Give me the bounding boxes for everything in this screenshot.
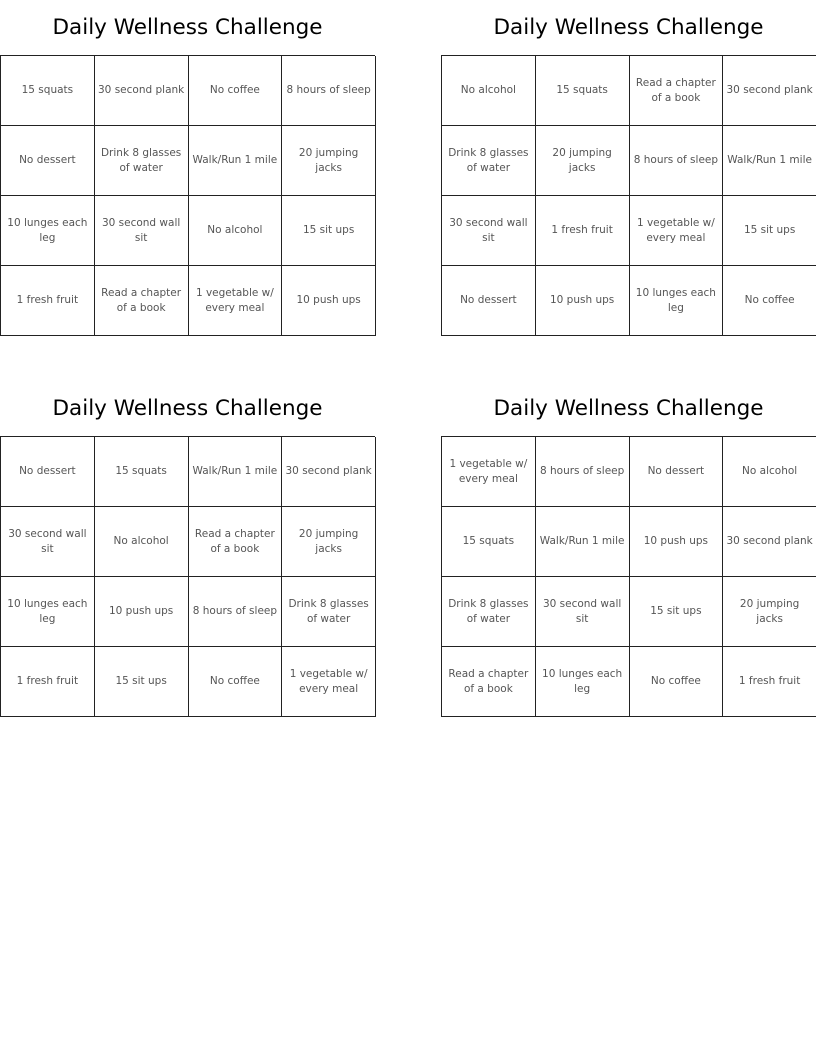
bingo-cell: 30 second plank (95, 56, 189, 126)
bingo-card-4 (441, 381, 816, 717)
bingo-cell: Read a chapter of a book (189, 507, 283, 577)
bingo-cell: Walk/Run 1 mile (536, 507, 630, 577)
bingo-cell: 10 push ups (536, 266, 630, 336)
bingo-card-3 (0, 381, 375, 717)
bingo-cell: Read a chapter of a book (630, 56, 724, 126)
bingo-card-2 (441, 0, 816, 336)
bingo-cell: 30 second wall sit (1, 507, 95, 577)
bingo-cell: 10 lunges each leg (1, 196, 95, 266)
bingo-cell: 30 second plank (723, 56, 816, 126)
bingo-cell: No coffee (189, 56, 283, 126)
bingo-cell: 1 vegetable w/ every meal (442, 437, 536, 507)
bingo-cell: Drink 8 glasses of water (95, 126, 189, 196)
bingo-cell: No dessert (1, 437, 95, 507)
bingo-cell: 30 second wall sit (536, 577, 630, 647)
bingo-cell: No coffee (630, 647, 724, 717)
bingo-cell: 8 hours of sleep (282, 56, 376, 126)
bingo-cell: 1 fresh fruit (1, 647, 95, 717)
bingo-cell: 1 vegetable w/ every meal (189, 266, 283, 336)
bingo-cell: 15 squats (536, 56, 630, 126)
bingo-cell: 30 second plank (282, 437, 376, 507)
card-title: Daily Wellness Challenge (493, 15, 764, 40)
bingo-cell: Walk/Run 1 mile (723, 126, 816, 196)
bingo-cell: 10 push ups (282, 266, 376, 336)
bingo-cell: No alcohol (189, 196, 283, 266)
bingo-cell: 15 squats (95, 437, 189, 507)
bingo-cell: Walk/Run 1 mile (189, 126, 283, 196)
bingo-grid (441, 436, 816, 717)
bingo-cell: No coffee (189, 647, 283, 717)
bingo-cell: Read a chapter of a book (442, 647, 536, 717)
bingo-cell: No dessert (630, 437, 724, 507)
bingo-cell: Read a chapter of a book (95, 266, 189, 336)
bingo-cell: 15 squats (1, 56, 95, 126)
bingo-cell: 1 vegetable w/ every meal (630, 196, 724, 266)
bingo-cell: 1 fresh fruit (536, 196, 630, 266)
bingo-cell: Drink 8 glasses of water (282, 577, 376, 647)
bingo-card-1 (0, 0, 375, 336)
bingo-cell: Walk/Run 1 mile (189, 437, 283, 507)
bingo-cell: 10 push ups (630, 507, 724, 577)
bingo-grid (0, 436, 375, 717)
bingo-cell: 15 sit ups (282, 196, 376, 266)
bingo-cell: No coffee (723, 266, 816, 336)
bingo-cell: 15 sit ups (95, 647, 189, 717)
bingo-cell: No dessert (442, 266, 536, 336)
bingo-cell: 15 squats (442, 507, 536, 577)
bingo-cell: 1 fresh fruit (1, 266, 95, 336)
bingo-cell: 15 sit ups (723, 196, 816, 266)
bingo-cell: 10 push ups (95, 577, 189, 647)
bingo-cell: 20 jumping jacks (282, 126, 376, 196)
bingo-cell: No alcohol (723, 437, 816, 507)
bingo-cell: 10 lunges each leg (630, 266, 724, 336)
bingo-cell: No dessert (1, 126, 95, 196)
bingo-cell: 20 jumping jacks (536, 126, 630, 196)
card-title: Daily Wellness Challenge (493, 396, 764, 421)
bingo-cell: No alcohol (95, 507, 189, 577)
bingo-cell: 8 hours of sleep (630, 126, 724, 196)
bingo-grid (441, 55, 816, 336)
bingo-cell: Drink 8 glasses of water (442, 126, 536, 196)
bingo-cell: 10 lunges each leg (536, 647, 630, 717)
bingo-cell: 1 fresh fruit (723, 647, 816, 717)
bingo-cell: No alcohol (442, 56, 536, 126)
bingo-cell: 20 jumping jacks (282, 507, 376, 577)
bingo-cell: 30 second wall sit (442, 196, 536, 266)
bingo-cell: 8 hours of sleep (189, 577, 283, 647)
bingo-cell: Drink 8 glasses of water (442, 577, 536, 647)
bingo-cell: 15 sit ups (630, 577, 724, 647)
bingo-cell: 1 vegetable w/ every meal (282, 647, 376, 717)
card-title: Daily Wellness Challenge (52, 15, 323, 40)
bingo-cell: 20 jumping jacks (723, 577, 816, 647)
bingo-cell: 8 hours of sleep (536, 437, 630, 507)
bingo-cell: 10 lunges each leg (1, 577, 95, 647)
card-title: Daily Wellness Challenge (52, 396, 323, 421)
bingo-cell: 30 second wall sit (95, 196, 189, 266)
bingo-cell: 30 second plank (723, 507, 816, 577)
bingo-grid (0, 55, 375, 336)
